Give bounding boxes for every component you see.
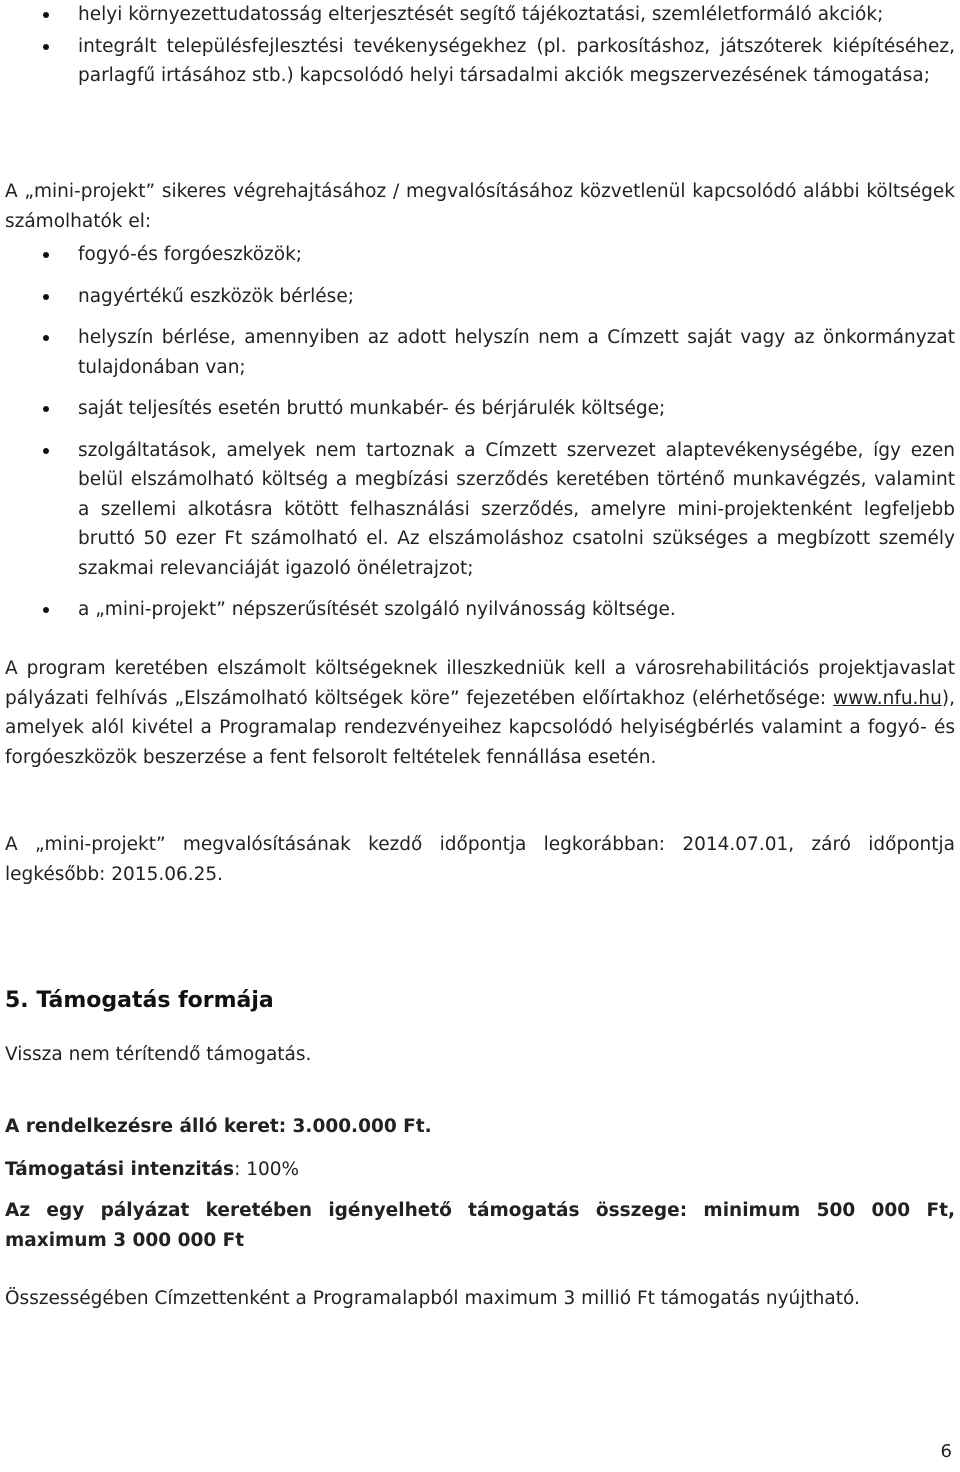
support-form-text: Vissza nem térítendő támogatás.: [5, 1044, 312, 1065]
list-item: nagyértékű eszközök bérlése;: [0, 282, 955, 312]
activities-list: [0, 0, 955, 91]
intensity-text: Támogatási intenzitás: 100%: [5, 1159, 300, 1180]
nfu-link[interactable]: www.nfu.hu: [833, 687, 942, 709]
page-number: 6: [940, 1441, 952, 1462]
total-text: Összességében Címzettenként a Programalapból maximum 3 millió Ft támogatás nyújtható.: [5, 1288, 860, 1309]
list-item: helyszín bérlése, amennyiben az adott helyszín nem a Címzett saját vagy az önkormányzat tulajdonában van;: [0, 323, 955, 382]
bullet-icon: [43, 448, 49, 454]
dates-paragraph: A „mini-projekt” megvalósításának kezdő időpontja legkorábban: 2014.07.01, záró időpontja legkésőbb: 2015.06.25.: [5, 834, 955, 885]
list-item: fogyó-és forgóeszközök;: [0, 240, 955, 270]
bullet-icon: [43, 294, 49, 300]
list-item: integrált településfejlesztési tevékenységekhez (pl. parkosításhoz, játszóterek kiépítéséhez, parlagfű irtásához stb.) kapcsolódó helyi társadalmi akciók megszervezésének támogatása;: [0, 32, 955, 91]
section-heading: 5. Támogatás formája: [5, 988, 274, 1013]
bullet-icon: [43, 335, 49, 341]
amount-text: Az egy pályázat keretében igényelhető támogatás összege: minimum 500 000 Ft, maximum 3 000 000 Ft: [5, 1200, 955, 1251]
list-item: a „mini-projekt” népszerűsítését szolgáló nyilvánosság költsége.: [0, 595, 955, 625]
list-item: szolgáltatások, amelyek nem tartoznak a Címzett szervezet alaptevékenységébe, így ezen belül elszámolható költség a megbízási szerződés keretében történő munkavégzés, valamint a szellemi alkotásra kötött felhasználási szerződés, amelyre mini-projektenként legfeljebb bruttó 50 ezer Ft számolható el. Az elszámoláshoz csatolni szükséges a megbízott személy szakmai relevanciáját igazoló önéletrajzot;: [0, 436, 955, 584]
program-paragraph: A program keretében elszámolt költségeknek illeszkedniük kell a városrehabilitációs projektjavaslat pályázati felhívás „Elszámolható költségek köre” fejezetében előírtakhoz (elérhetősége: www.nfu.hu), amelyek alól kivétel a Programalap rendezvényeihez kapcsolódó helyiségbérlés valamint a fogyó- és forgóeszközök beszerzése a fent felsorolt feltételek fennállása esetén.: [5, 658, 955, 768]
bullet-icon: [43, 607, 49, 613]
bullet-icon: [43, 12, 49, 18]
bullet-icon: [43, 252, 49, 258]
costs-intro-paragraph: A „mini-projekt” sikeres végrehajtásához / megvalósításához közvetlenül kapcsolódó alábbi költségek számolhatók el:: [5, 181, 955, 232]
list-item: saját teljesítés esetén bruttó munkabér- és bérjárulék költsége;: [0, 394, 955, 424]
bullet-icon: [43, 44, 49, 50]
budget-text: A rendelkezésre álló keret: 3.000.000 Ft.: [5, 1116, 432, 1137]
eligible-costs-list: [0, 240, 955, 625]
list-item: helyi környezettudatosság elterjesztését segítő tájékoztatási, szemléletformáló akciók;: [0, 0, 955, 30]
bullet-icon: [43, 406, 49, 412]
